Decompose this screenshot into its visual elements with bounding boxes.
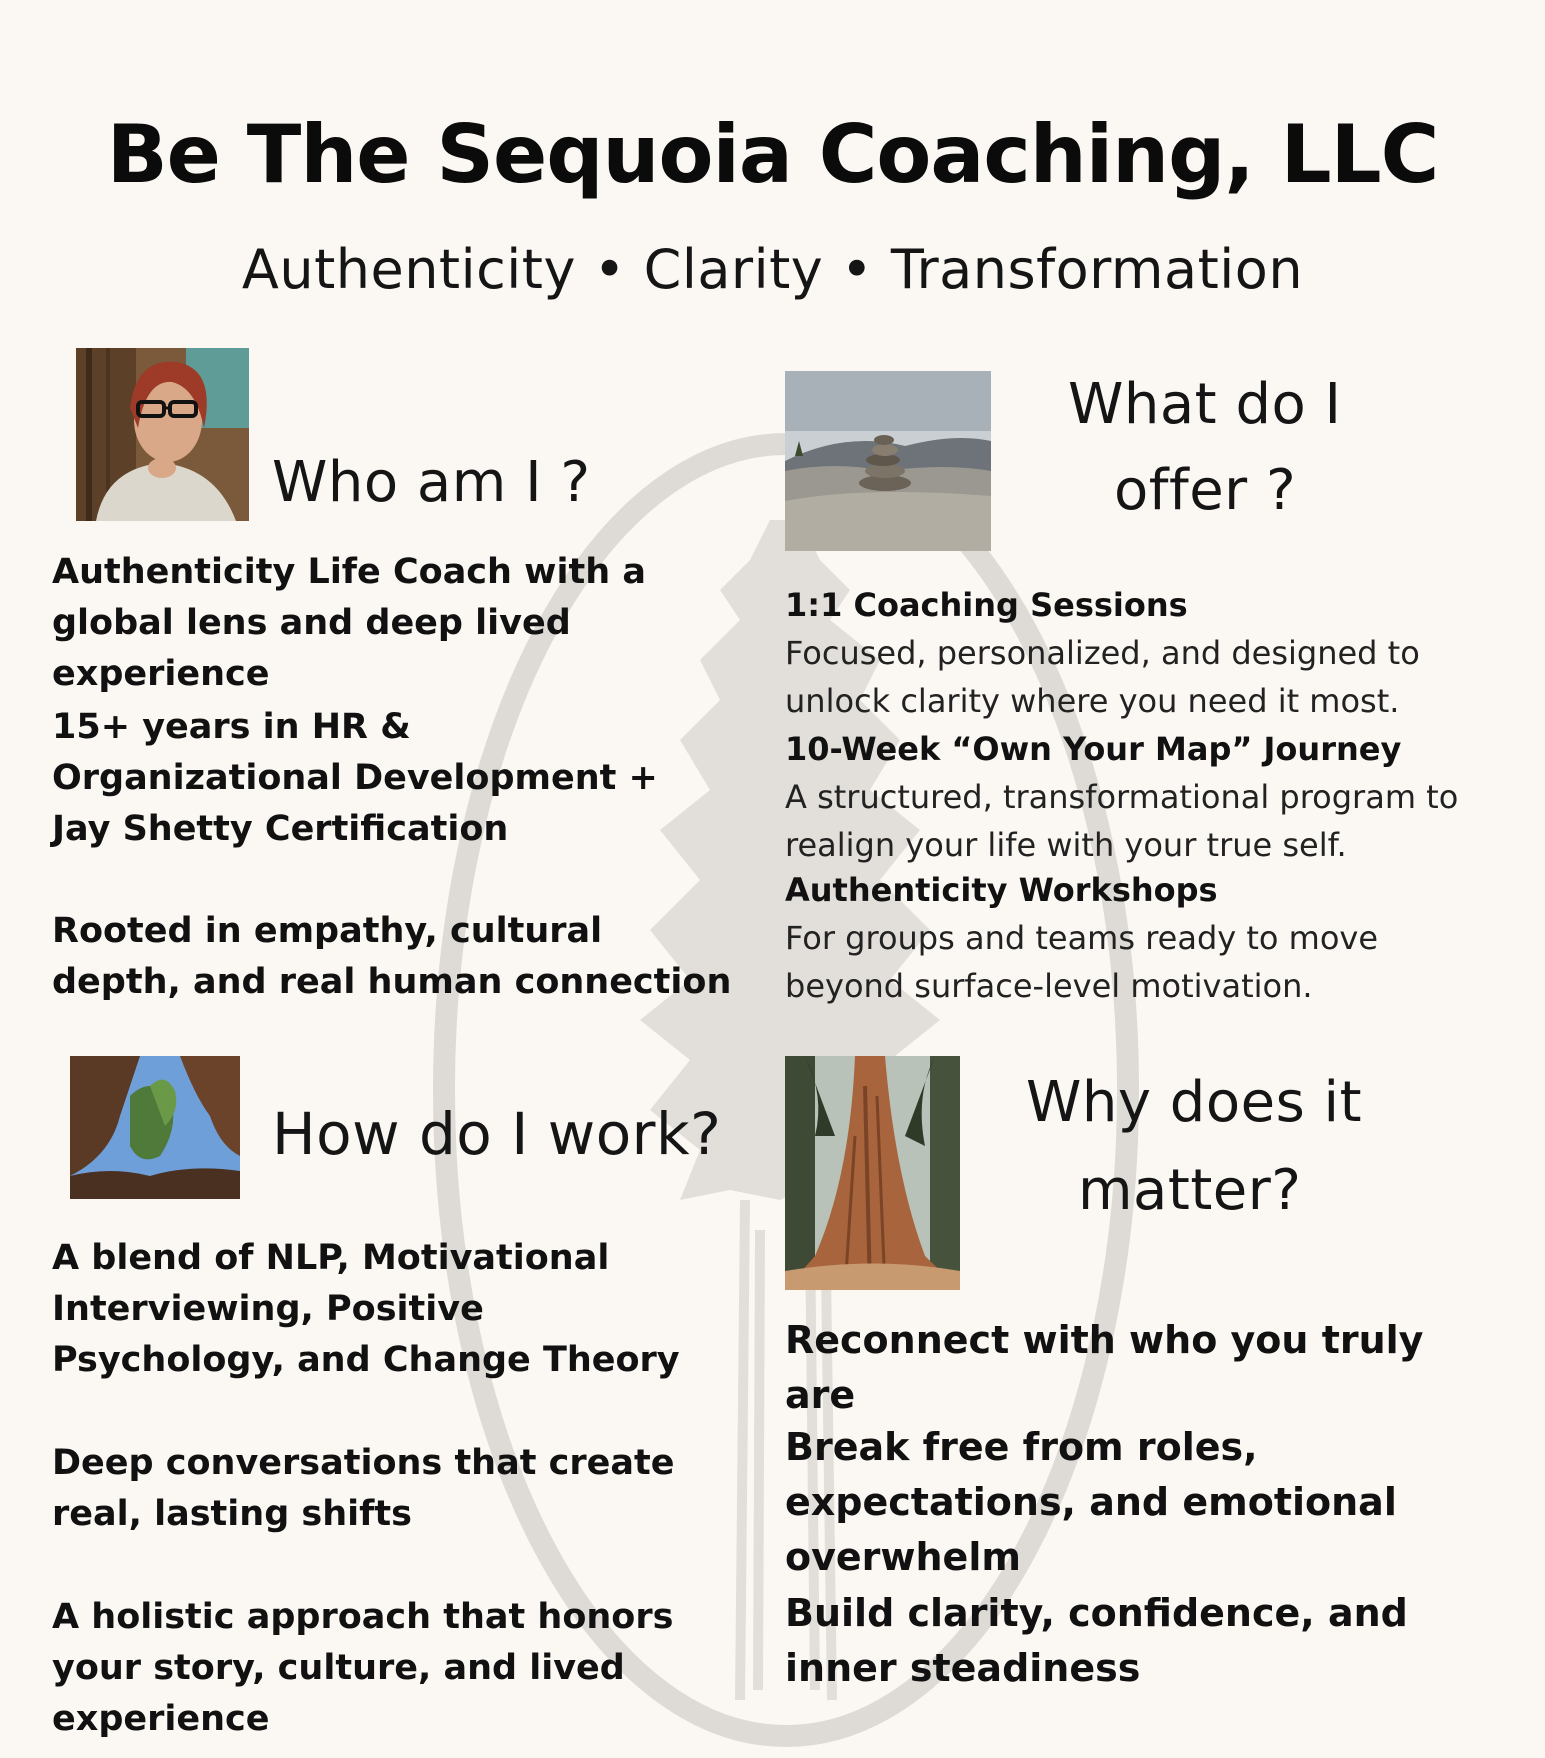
how-item-2: Deep conversations that create real, lasting shifts — [52, 1443, 675, 1534]
offer-service-description: Focused, personalized, and designed to unlock clarity where you need it most. — [785, 634, 1420, 720]
sequoia-trunk-photo — [785, 1056, 960, 1290]
page-title: Be The Sequoia Coaching, LLC — [106, 108, 1439, 201]
coach-portrait-photo — [76, 348, 249, 521]
offer-heading-line1: What do I — [1068, 372, 1342, 437]
how-heading: How do I work? — [272, 1100, 722, 1168]
tagline: Authenticity • Clarity • Transformation — [241, 238, 1304, 301]
canyon-sky-photo — [70, 1056, 240, 1199]
offer-service-name: 1:1 Coaching Sessions — [785, 586, 1188, 624]
offer-service-name: 10-Week “Own Your Map” Journey — [785, 730, 1402, 768]
who-item-1: Authenticity Life Coach with a global lens and deep lived experience — [52, 552, 646, 694]
how-item-1: A blend of NLP, Motivational Interviewing, Positive Psychology, and Change Theory — [52, 1238, 680, 1380]
why-heading-line2: matter? — [1078, 1158, 1302, 1223]
offer-service-1 — [785, 581, 1505, 725]
why-item-2: Break free from roles, expectations, and emotional overwhelm — [785, 1425, 1397, 1579]
offer-service-2 — [785, 725, 1505, 869]
rock-cairn-photo — [785, 371, 991, 551]
why-heading-line1: Why does it — [1026, 1070, 1363, 1135]
offer-heading-line2: offer ? — [1114, 458, 1297, 523]
how-item-3: A holistic approach that honors your story, culture, and lived experience — [52, 1597, 674, 1739]
who-item-2: 15+ years in HR & Organizational Development + Jay Shetty Certification — [52, 707, 658, 849]
why-item-1: Reconnect with who you truly are — [785, 1318, 1424, 1417]
offer-service-description: A structured, transformational program to realign your life with your true self. — [785, 778, 1459, 864]
offer-service-description: For groups and teams ready to move beyond surface-level motivation. — [785, 919, 1379, 1005]
who-heading: Who am I ? — [272, 450, 591, 515]
who-item-3: Rooted in empathy, cultural depth, and real human connection — [52, 911, 732, 1002]
why-item-3: Build clarity, confidence, and inner steadiness — [785, 1591, 1408, 1690]
offer-service-name: Authenticity Workshops — [785, 871, 1218, 909]
offer-service-3 — [785, 866, 1505, 1010]
